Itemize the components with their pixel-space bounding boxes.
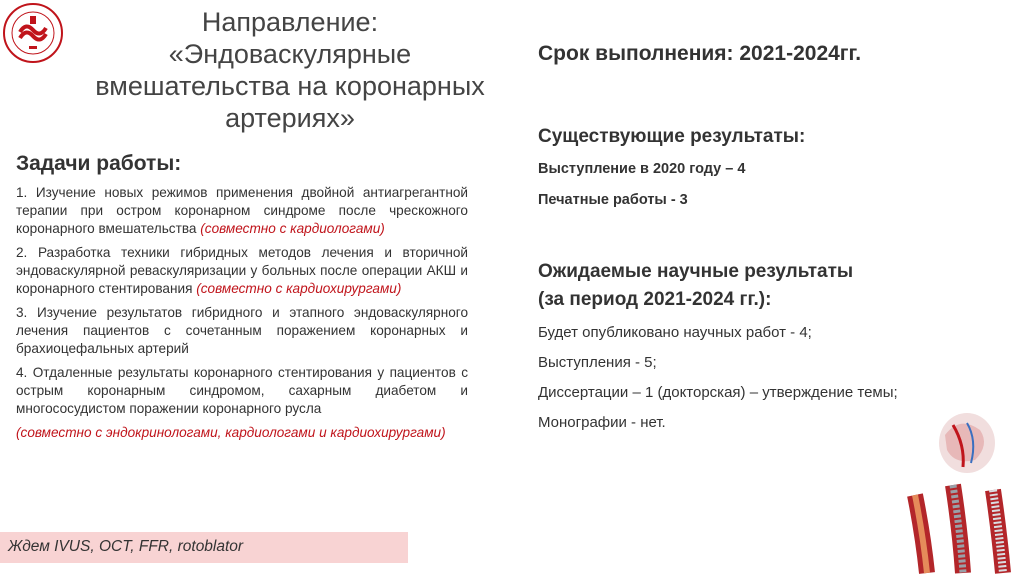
- expected-heading-line: (за период 2021-2024 гг.):: [538, 289, 772, 310]
- expected-heading-line: Ожидаемые научные результаты: [538, 261, 854, 282]
- page-title: [40, 6, 540, 134]
- bottom-note-text: Ждем IVUS, OCT, FFR, rotoblator: [8, 538, 244, 555]
- existing-result: Печатные работы - 3: [538, 192, 688, 208]
- task-text: 2. Разработка техники гибридных методов лечения и вторичной эндоваскулярной реваскуляризации у больных после операции АКШ и коронарного стентирования: [16, 245, 468, 296]
- tasks-heading: Задачи работы:: [16, 152, 182, 175]
- expected-result: Диссертации – 1 (докторская) – утверждение темы;: [538, 384, 898, 401]
- tasks-list: [16, 184, 468, 448]
- deadline: Срок выполнения: 2021-2024гг.: [538, 42, 862, 65]
- existing-results-heading: Существующие результаты:: [538, 126, 806, 147]
- title-line-1: Направление:: [201, 7, 379, 37]
- task-note: (совместно с кардиологами): [200, 221, 385, 236]
- expected-result: Будет опубликовано научных работ - 4;: [538, 324, 812, 341]
- task-note: (совместно с кардиохирургами): [196, 281, 402, 296]
- expected-results-list: [538, 324, 918, 444]
- stent-illustration: [905, 405, 1024, 574]
- title-line-2: «Эндоваскулярные: [168, 39, 412, 69]
- task-text: 3. Изучение результатов гибридного и этапного эндоваскулярного лечения пациентов с сочетанным поражением коронарных и брахиоцефальных артерий: [16, 305, 468, 356]
- task-item: [16, 304, 468, 358]
- task-item: [16, 364, 468, 418]
- task-item: [16, 184, 468, 238]
- bottom-note-bar: [0, 532, 408, 563]
- task-item: [16, 244, 468, 298]
- task-text: 1. Изучение новых режимов применения двойной антиагрегантной терапии при остром коронарном синдроме после чрескожного коронарного вмешательства: [16, 185, 468, 236]
- task-text: 4. Отдаленные результаты коронарного стентирования у пациентов с острым коронарным синдромом, сахарным диабетом и многососудистом поражении коронарного русла: [16, 365, 468, 416]
- task-final-note: (совместно с эндокринологами, кардиологами и кардиохирургами): [16, 425, 446, 440]
- title-line-4: артериях»: [225, 103, 355, 133]
- expected-result: Монографии - нет.: [538, 414, 666, 431]
- title-line-3: вмешательства на коронарных: [95, 71, 485, 101]
- expected-results-heading: [538, 258, 853, 314]
- existing-result: Выступление в 2020 году – 4: [538, 161, 746, 177]
- expected-result: Выступления - 5;: [538, 354, 657, 371]
